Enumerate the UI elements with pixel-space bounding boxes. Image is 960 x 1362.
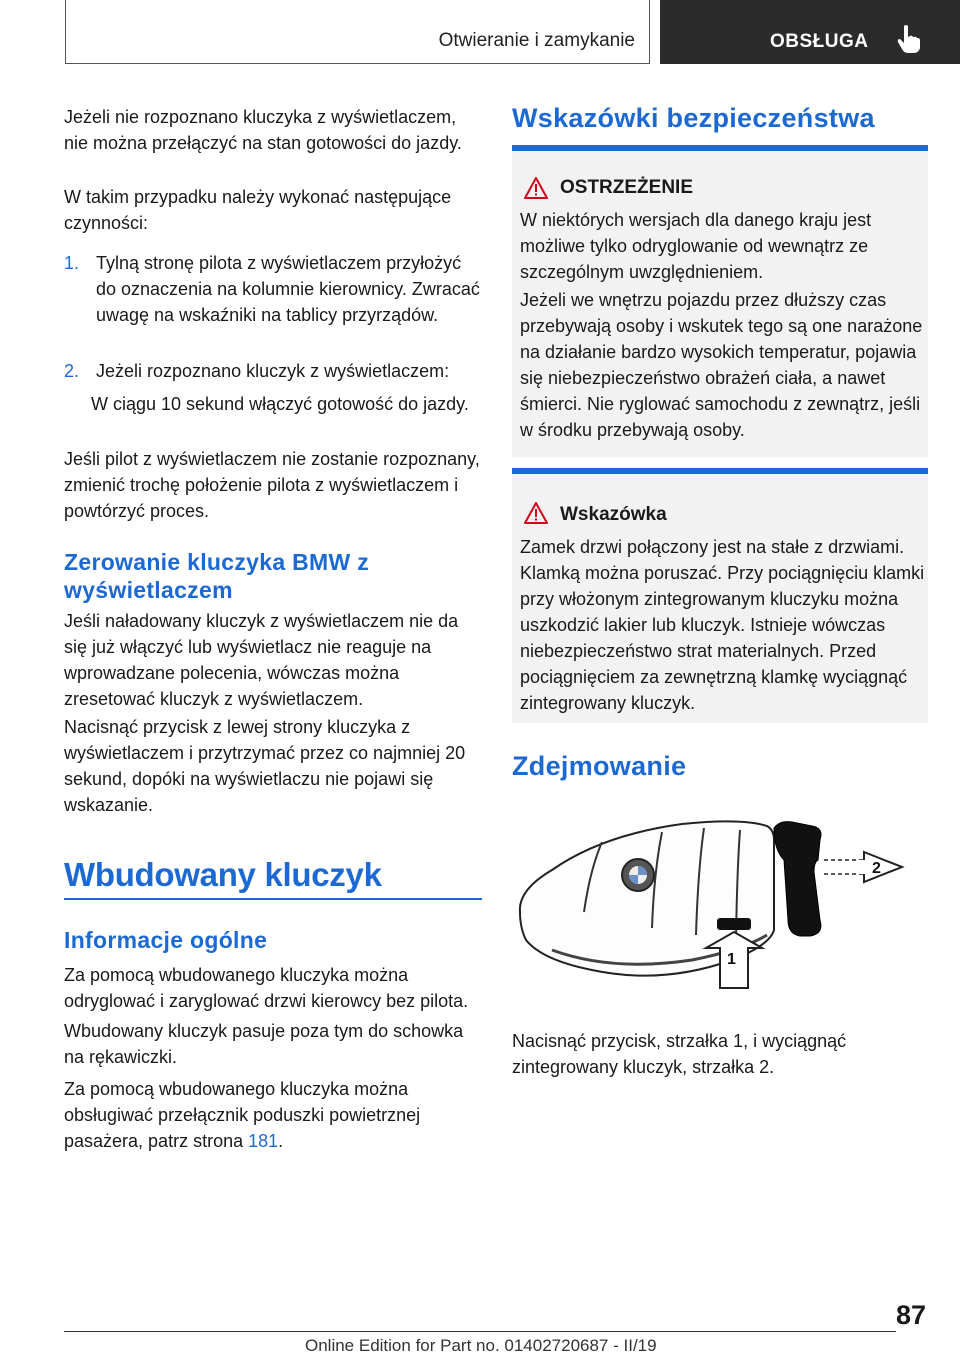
list-number: 2. bbox=[64, 361, 80, 381]
note-paragraph: Zamek drzwi połączony jest na stałe z drzwiami. Klamką można poruszać. Przy pociągnięciu klamki przy włożonym zintegrowanym kluczyku można uszkodzić lakier lub kluczyk. Istnieje wówczas niebezpieczeństwo strat materialnych. Przed pociągnięciem za zewnętrzną klamkę wyciągnąć zintegrowany kluczyk. bbox=[520, 537, 925, 713]
general-paragraph-3 bbox=[64, 1076, 482, 1154]
list-item bbox=[64, 358, 482, 384]
intro-paragraph: Jeżeli nie rozpoznano kluczyka z wyświetlaczem, nie można przełączyć na stan gotowości do jazdy. bbox=[64, 107, 462, 153]
warning-paragraph-2: Jeżeli we wnętrzu pojazdu przez dłuższy czas przebywają osoby i wskutek tego są one narażone na działanie bardzo wysokich temperatur, pojawia się niebezpieczeństwo obrażeń ciała, a nawet śmierci. Nie ryglować samochodu z zewnątrz, jeśli w środku przebywają osoby. bbox=[520, 290, 923, 440]
chapter-tab-label: OBSŁUGA bbox=[770, 31, 869, 52]
page-number: 87 bbox=[896, 1300, 927, 1330]
edition-footer: Online Edition for Part no. 01402720687 - II/19 bbox=[305, 1336, 657, 1355]
general-paragraph-2: Wbudowany kluczyk pasuje poza tym do schowka na rękawiczki. bbox=[64, 1021, 464, 1067]
general-info-heading: Informacje ogólne bbox=[64, 927, 268, 953]
warning-box bbox=[512, 145, 928, 457]
general-paragraph-1: Za pomocą wbudowanego kluczyka można odryglować i zaryglować drzwi kierowcy bez pilota. bbox=[64, 965, 469, 1011]
reset-paragraph-1: Jeśli naładowany kluczyk z wyświetlaczem nie da się już włączyć lub wyświetlacz nie reaguje na wprowadzane polecenia, wówczas można zresetować kluczyk z wyświetlaczem. bbox=[64, 611, 459, 709]
hand-pointer-icon bbox=[896, 24, 922, 54]
removal-heading: Zdejmowanie bbox=[512, 751, 687, 781]
integrated-key-heading: Wbudowany kluczyk bbox=[64, 856, 382, 893]
removal-paragraph: Nacisnąć przycisk, strzałka 1, i wyciągnąć zintegrowany kluczyk, strzałka 2. bbox=[512, 1031, 847, 1077]
list-item bbox=[64, 250, 482, 328]
header-section-box bbox=[65, 0, 650, 64]
warning-triangle-icon bbox=[524, 177, 548, 199]
retry-paragraph: Jeśli pilot z wyświetlaczem nie zostanie rozpoznany, zmienić trochę położenie pilota z wyświetlaczem i powtórzyć proces. bbox=[64, 449, 480, 521]
list-number: 1. bbox=[64, 253, 80, 273]
section-title: Otwieranie i zamykanie bbox=[438, 30, 635, 51]
warning-paragraph-1: W niektórych wersjach dla danego kraju jest możliwe tylko odryglowanie od wewnątrz ze szczególnym uwzględnieniem. bbox=[520, 210, 872, 282]
arrow-2-label: 2 bbox=[872, 860, 881, 877]
warning-triangle-icon bbox=[524, 502, 548, 524]
list-text: Tylną stronę pilota z wyświetlaczem przyłożyć do oznaczenia na kolumnie kierownicy. Zwracać uwagę na wskaźniki na tablicy przyrządów. bbox=[96, 253, 480, 325]
page-reference-link[interactable]: 181 bbox=[248, 1131, 279, 1151]
note-title: Wskazówka bbox=[560, 504, 667, 525]
footer-rule bbox=[64, 1331, 896, 1332]
note-box bbox=[512, 468, 928, 723]
instruction-paragraph: W takim przypadku należy wykonać następujące czynności: bbox=[64, 187, 452, 233]
reset-heading: Zerowanie kluczyka BMW z wyświetlaczem bbox=[64, 549, 369, 603]
heading-rule bbox=[64, 898, 482, 900]
warning-title: OSTRZEŻENIE bbox=[560, 177, 694, 198]
step2-subtext: W ciągu 10 sekund włączyć gotowość do jazdy. bbox=[91, 394, 469, 414]
list-text: Jeżeli rozpoznano kluczyk z wyświetlaczem: bbox=[96, 361, 450, 381]
chapter-tab[interactable] bbox=[660, 0, 960, 64]
safety-heading: Wskazówki bezpieczeństwa bbox=[512, 103, 875, 133]
arrow-1-label: 1 bbox=[727, 951, 736, 968]
general-paragraph-3-text: Za pomocą wbudowanego kluczyka można obsługiwać przełącznik poduszki powietrznej pasażera, patrz strona bbox=[64, 1079, 421, 1151]
general-paragraph-3-end: . bbox=[278, 1131, 284, 1151]
reset-paragraph-2: Nacisnąć przycisk z lewej strony kluczyka z wyświetlaczem i przytrzymać przez co najmniej 20 sekund, dopóki na wyświetlaczu nie pojawi się wskazanie. bbox=[64, 717, 466, 815]
key-removal-illustration bbox=[512, 800, 928, 995]
